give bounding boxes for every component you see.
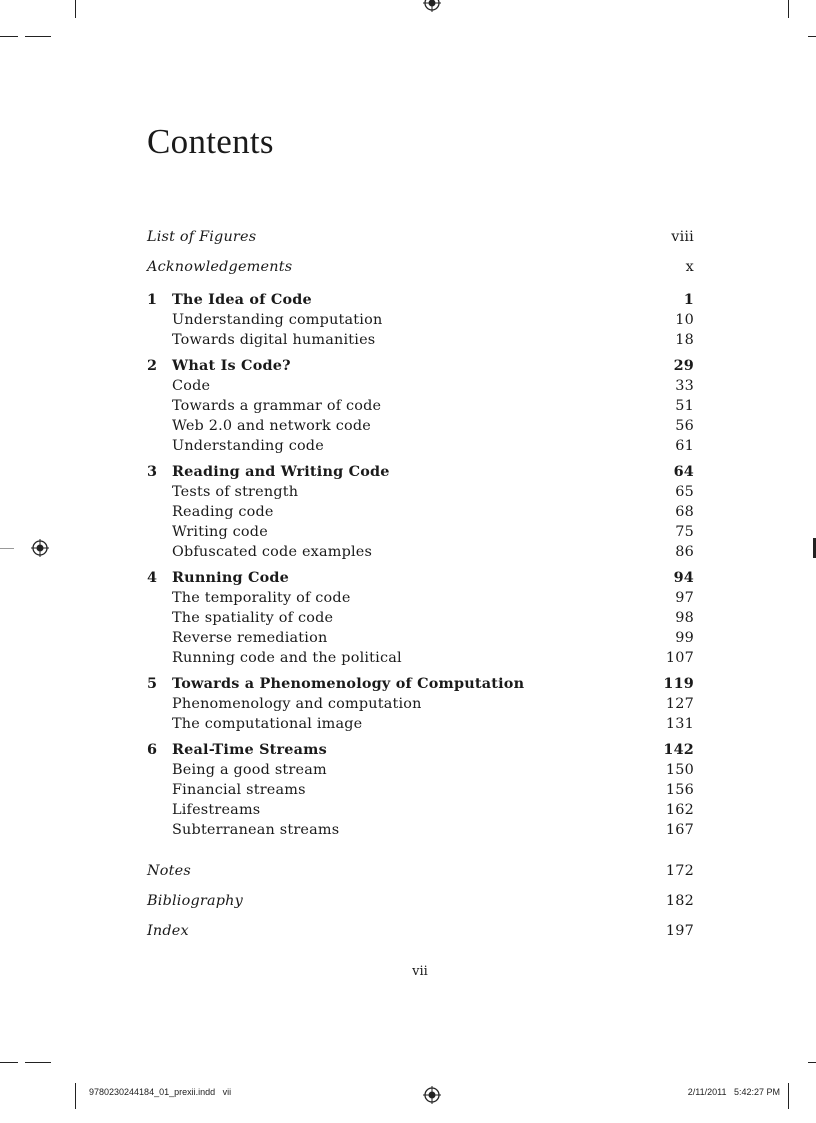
chapter-label	[147, 674, 524, 694]
toc-section-entry[interactable]	[147, 310, 694, 330]
toc-section-entry[interactable]	[147, 522, 694, 542]
entry-page-number: 86	[675, 544, 694, 560]
toc-chapter-entry[interactable]	[147, 462, 694, 482]
toc-front-entry[interactable]	[147, 226, 694, 256]
toc-section-entry[interactable]	[147, 714, 694, 734]
registration-mark-icon	[423, 1086, 441, 1104]
toc-section-entry[interactable]	[147, 820, 694, 840]
entry-page-number: 29	[673, 357, 694, 374]
entry-page-number: 61	[675, 438, 694, 454]
crop-mark	[0, 1062, 18, 1063]
toc-section-entry[interactable]	[147, 608, 694, 628]
entry-label: Code	[172, 378, 211, 394]
toc-section-entry[interactable]	[147, 482, 694, 502]
entry-page-number: 142	[663, 741, 694, 758]
toc-back-entry[interactable]	[147, 860, 694, 890]
chapter-number: 4	[147, 569, 158, 586]
toc-section-entry[interactable]	[147, 628, 694, 648]
chapter-number: 5	[147, 675, 158, 692]
crop-mark	[788, 1083, 789, 1109]
entry-label: Running code and the political	[172, 650, 402, 666]
crop-mark	[25, 36, 51, 37]
toc-section-entry[interactable]	[147, 436, 694, 456]
toc-chapter-entry[interactable]	[147, 290, 694, 310]
chapter-label	[147, 356, 291, 376]
toc-section-entry[interactable]	[147, 694, 694, 714]
entry-page-number: 10	[675, 312, 694, 328]
toc-chapter-entry[interactable]	[147, 568, 694, 588]
entry-label: Index	[147, 923, 189, 939]
chapter-title: The Idea of Code	[172, 291, 312, 308]
entry-page-number: 167	[665, 822, 694, 838]
entry-page-number: 172	[665, 863, 694, 879]
entry-label: Reverse remediation	[172, 630, 328, 646]
toc-front-entry[interactable]	[147, 256, 694, 286]
slug-file-info: 9780230244184_01_prexii.indd vii	[89, 1087, 232, 1097]
entry-label: Understanding code	[172, 438, 324, 454]
entry-label: Web 2.0 and network code	[172, 418, 371, 434]
chapter-title: Running Code	[172, 569, 290, 586]
entry-label: Phenomenology and computation	[172, 696, 422, 712]
page-number: vii	[412, 964, 428, 979]
table-of-contents	[147, 226, 694, 950]
entry-page-number: 33	[675, 378, 694, 394]
entry-page-number: 156	[665, 782, 694, 798]
page-title: Contents	[147, 122, 274, 161]
toc-section-entry[interactable]	[147, 330, 694, 350]
entry-label: List of Figures	[147, 229, 257, 245]
entry-page-number: 1	[683, 291, 694, 308]
entry-page-number: 182	[665, 893, 694, 909]
entry-label: Financial streams	[172, 782, 306, 798]
registration-mark-icon	[423, 0, 441, 12]
entry-page-number: 197	[665, 923, 694, 939]
entry-label: Subterranean streams	[172, 822, 340, 838]
toc-section-entry[interactable]	[147, 588, 694, 608]
chapter-label	[147, 740, 327, 760]
entry-label: Towards a grammar of code	[172, 398, 382, 414]
entry-page-number: 97	[675, 590, 694, 606]
entry-label: The computational image	[172, 716, 363, 732]
entry-page-number: 56	[675, 418, 694, 434]
chapter-number: 6	[147, 741, 158, 758]
toc-section-entry[interactable]	[147, 396, 694, 416]
toc-section-entry[interactable]	[147, 780, 694, 800]
entry-page-number: viii	[671, 229, 694, 245]
entry-label: Understanding computation	[172, 312, 383, 328]
toc-chapter-entry[interactable]	[147, 356, 694, 376]
toc-section-entry[interactable]	[147, 542, 694, 562]
crop-mark	[25, 1062, 51, 1063]
entry-label: Bibliography	[147, 893, 243, 909]
crop-mark	[75, 0, 76, 18]
entry-page-number: 68	[675, 504, 694, 520]
entry-page-number: 107	[665, 650, 694, 666]
toc-section-entry[interactable]	[147, 376, 694, 396]
toc-chapter-entry[interactable]	[147, 674, 694, 694]
chapter-number: 2	[147, 357, 158, 374]
entry-page-number: 119	[663, 675, 694, 692]
toc-back-entry[interactable]	[147, 890, 694, 920]
crop-mark	[0, 36, 18, 37]
entry-label: Tests of strength	[172, 484, 299, 500]
chapter-title: Real-Time Streams	[172, 741, 327, 758]
entry-label: Towards digital humanities	[172, 332, 376, 348]
entry-label: The spatiality of code	[172, 610, 334, 626]
entry-label: Obfuscated code examples	[172, 544, 373, 560]
chapter-label	[147, 290, 312, 310]
chapter-title: What Is Code?	[172, 357, 291, 374]
chapter-number: 1	[147, 291, 158, 308]
entry-label: Being a good stream	[172, 762, 327, 778]
toc-back-entry[interactable]	[147, 920, 694, 950]
entry-label: Reading code	[172, 504, 274, 520]
chapter-title: Towards a Phenomenology of Computation	[172, 675, 525, 692]
entry-page-number: 51	[675, 398, 694, 414]
crop-mark	[808, 36, 816, 37]
entry-page-number: 99	[675, 630, 694, 646]
toc-section-entry[interactable]	[147, 800, 694, 820]
entry-page-number: 64	[673, 463, 694, 480]
entry-page-number: 131	[665, 716, 694, 732]
entry-label: Notes	[147, 863, 191, 879]
entry-label: The temporality of code	[172, 590, 351, 606]
entry-page-number: 98	[675, 610, 694, 626]
crop-mark	[75, 1083, 76, 1109]
chapter-label	[147, 568, 289, 588]
toc-section-entry[interactable]	[147, 648, 694, 668]
crop-mark	[808, 1062, 816, 1063]
entry-label: Writing code	[172, 524, 268, 540]
entry-page-number: 94	[673, 569, 694, 586]
toc-section-entry[interactable]	[147, 502, 694, 522]
toc-section-entry[interactable]	[147, 760, 694, 780]
toc-section-entry[interactable]	[147, 416, 694, 436]
entry-page-number: 75	[675, 524, 694, 540]
registration-mark-icon	[31, 539, 49, 557]
entry-page-number: 127	[665, 696, 694, 712]
chapter-number: 3	[147, 463, 158, 480]
entry-label: Lifestreams	[172, 802, 261, 818]
entry-page-number: 65	[675, 484, 694, 500]
chapter-label	[147, 462, 390, 482]
slug-timestamp: 2/11/2011 5:42:27 PM	[687, 1087, 780, 1097]
entry-label: Acknowledgements	[147, 259, 293, 275]
entry-page-number: 150	[665, 762, 694, 778]
toc-chapter-entry[interactable]	[147, 740, 694, 760]
chapter-title: Reading and Writing Code	[172, 463, 390, 480]
crop-mark	[788, 0, 789, 18]
crop-mark	[0, 548, 14, 549]
entry-page-number: 18	[675, 332, 694, 348]
entry-page-number: x	[685, 259, 694, 275]
entry-page-number: 162	[665, 802, 694, 818]
